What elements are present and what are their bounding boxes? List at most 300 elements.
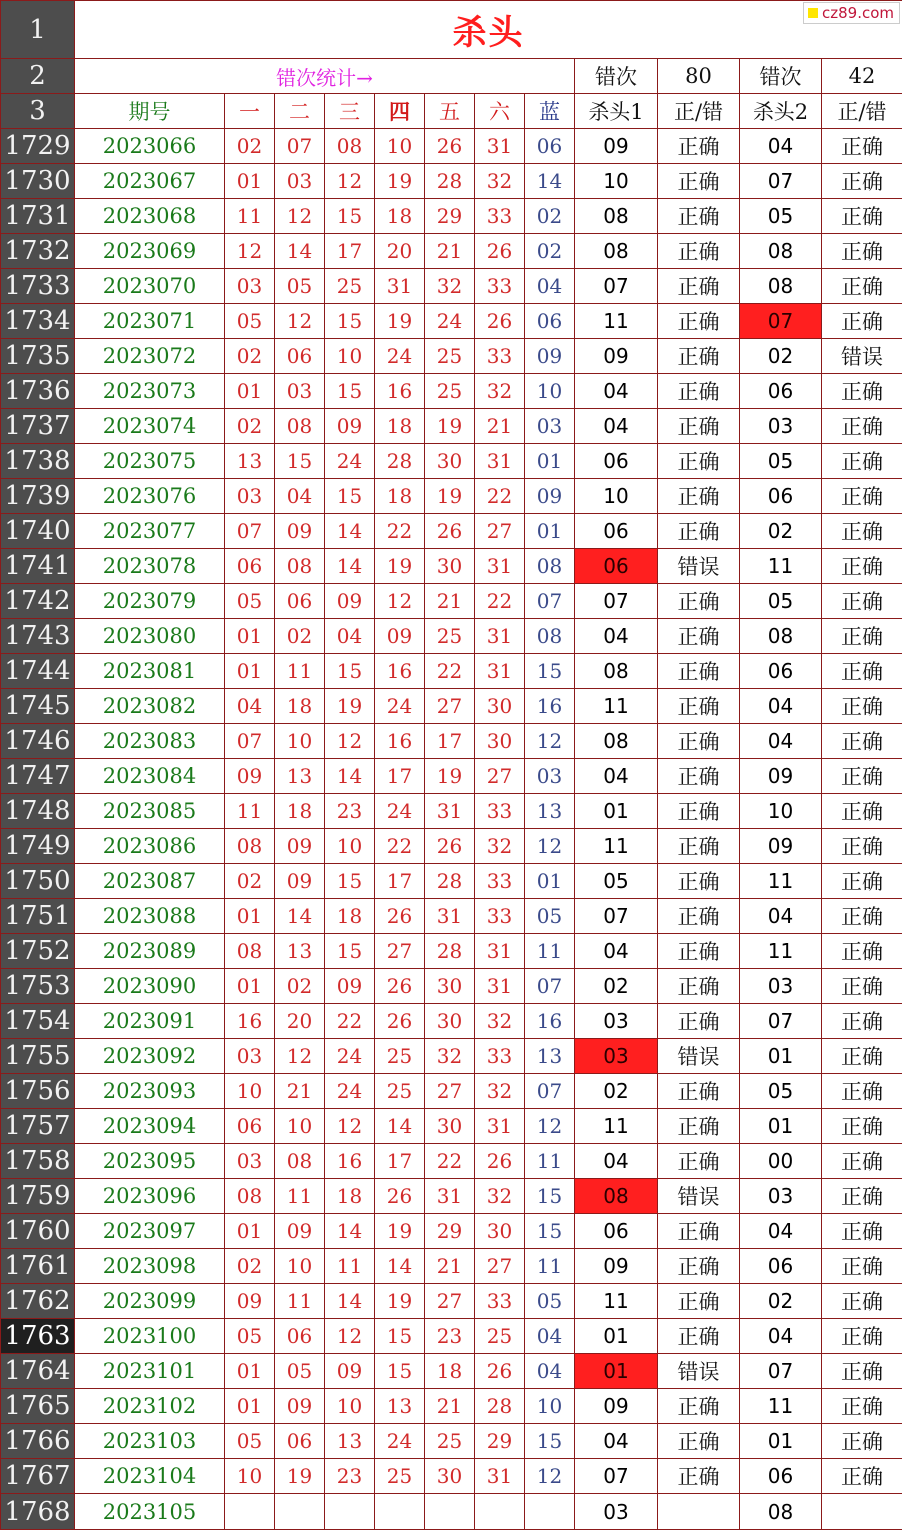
- red-number-cell[interactable]: 27: [425, 1074, 475, 1109]
- kill1-cell[interactable]: 09: [575, 1249, 658, 1284]
- red-number-cell[interactable]: 19: [375, 1284, 425, 1319]
- kill1-cell[interactable]: 09: [575, 1389, 658, 1424]
- kill2-cell[interactable]: 03: [740, 409, 822, 444]
- row-header[interactable]: 1731: [1, 199, 75, 234]
- red-number-cell[interactable]: 33: [475, 864, 525, 899]
- kill2-cell[interactable]: 06: [740, 479, 822, 514]
- row-header[interactable]: 1737: [1, 409, 75, 444]
- kill1-cell[interactable]: 09: [575, 339, 658, 374]
- kill1-cell[interactable]: 02: [575, 969, 658, 1004]
- period-cell[interactable]: 2023068: [75, 199, 225, 234]
- blue-number-cell[interactable]: 05: [525, 1284, 575, 1319]
- row-header[interactable]: 1: [1, 1, 75, 59]
- result2-cell[interactable]: 正确: [822, 1319, 902, 1354]
- kill1-cell[interactable]: 11: [575, 304, 658, 339]
- red-number-cell[interactable]: 30: [425, 1109, 475, 1144]
- result2-cell[interactable]: 正确: [822, 619, 902, 654]
- red-number-cell[interactable]: [475, 1494, 525, 1530]
- kill2-cell[interactable]: 02: [740, 1284, 822, 1319]
- red-number-cell[interactable]: 25: [375, 1039, 425, 1074]
- kill1-cell[interactable]: 04: [575, 619, 658, 654]
- red-number-cell[interactable]: 31: [425, 794, 475, 829]
- red-number-cell[interactable]: 01: [225, 969, 275, 1004]
- red-number-cell[interactable]: 03: [225, 1039, 275, 1074]
- result1-cell[interactable]: 正确: [658, 1459, 740, 1494]
- period-cell[interactable]: 2023091: [75, 1004, 225, 1039]
- result2-cell[interactable]: 正确: [822, 654, 902, 689]
- result1-cell[interactable]: 正确: [658, 934, 740, 969]
- red-number-cell[interactable]: 27: [475, 514, 525, 549]
- kill2-cell[interactable]: 06: [740, 1459, 822, 1494]
- result1-cell[interactable]: 正确: [658, 304, 740, 339]
- red-number-cell[interactable]: 10: [325, 829, 375, 864]
- red-number-cell[interactable]: 08: [275, 409, 325, 444]
- row-header[interactable]: 1738: [1, 444, 75, 479]
- red-number-cell[interactable]: 31: [475, 654, 525, 689]
- blue-number-cell[interactable]: 15: [525, 1214, 575, 1249]
- period-cell[interactable]: 2023096: [75, 1179, 225, 1214]
- red-number-cell[interactable]: 33: [475, 794, 525, 829]
- red-number-cell[interactable]: 08: [275, 549, 325, 584]
- kill1-error-count[interactable]: 80: [658, 59, 740, 94]
- red-number-cell[interactable]: 33: [475, 339, 525, 374]
- kill1-cell[interactable]: 04: [575, 759, 658, 794]
- red-number-cell[interactable]: 15: [275, 444, 325, 479]
- red-number-cell[interactable]: 26: [425, 514, 475, 549]
- kill2-cell[interactable]: 04: [740, 724, 822, 759]
- red-number-cell[interactable]: 15: [325, 934, 375, 969]
- kill1-cell[interactable]: 07: [575, 584, 658, 619]
- result1-cell[interactable]: 正确: [658, 1389, 740, 1424]
- period-cell[interactable]: 2023102: [75, 1389, 225, 1424]
- red-number-cell[interactable]: 05: [225, 304, 275, 339]
- red-number-cell[interactable]: 32: [475, 829, 525, 864]
- period-cell[interactable]: 2023100: [75, 1319, 225, 1354]
- col-header-kill1[interactable]: 杀头1: [575, 94, 658, 129]
- kill1-cell[interactable]: 07: [575, 899, 658, 934]
- red-number-cell[interactable]: 31: [475, 549, 525, 584]
- red-number-cell[interactable]: 33: [475, 1039, 525, 1074]
- red-number-cell[interactable]: 01: [225, 1354, 275, 1389]
- red-number-cell[interactable]: 31: [425, 1179, 475, 1214]
- sheet-title[interactable]: 杀头: [75, 1, 902, 59]
- red-number-cell[interactable]: 17: [375, 864, 425, 899]
- red-number-cell[interactable]: 21: [425, 1389, 475, 1424]
- red-number-cell[interactable]: 30: [425, 1459, 475, 1494]
- red-number-cell[interactable]: 30: [425, 969, 475, 1004]
- red-number-cell[interactable]: 27: [425, 1284, 475, 1319]
- kill2-cell[interactable]: 04: [740, 1214, 822, 1249]
- red-number-cell[interactable]: 22: [325, 1004, 375, 1039]
- result2-cell[interactable]: 正确: [822, 1354, 902, 1389]
- red-number-cell[interactable]: 10: [225, 1459, 275, 1494]
- red-number-cell[interactable]: [375, 1494, 425, 1530]
- red-number-cell[interactable]: 09: [225, 759, 275, 794]
- red-number-cell[interactable]: 13: [275, 759, 325, 794]
- red-number-cell[interactable]: 26: [375, 969, 425, 1004]
- red-number-cell[interactable]: 33: [475, 899, 525, 934]
- red-number-cell[interactable]: 23: [425, 1319, 475, 1354]
- red-number-cell[interactable]: [275, 1494, 325, 1530]
- red-number-cell[interactable]: 29: [475, 1424, 525, 1459]
- red-number-cell[interactable]: 31: [475, 619, 525, 654]
- kill2-cell[interactable]: 02: [740, 339, 822, 374]
- red-number-cell[interactable]: 22: [375, 514, 425, 549]
- kill1-cell[interactable]: 11: [575, 689, 658, 724]
- kill2-cell[interactable]: 05: [740, 1074, 822, 1109]
- row-header[interactable]: 1765: [1, 1389, 75, 1424]
- red-number-cell[interactable]: 16: [375, 654, 425, 689]
- red-number-cell[interactable]: 28: [375, 444, 425, 479]
- red-number-cell[interactable]: 12: [325, 1319, 375, 1354]
- kill2-cell[interactable]: 11: [740, 1389, 822, 1424]
- period-cell[interactable]: 2023066: [75, 129, 225, 164]
- result2-cell[interactable]: 正确: [822, 1459, 902, 1494]
- result1-cell[interactable]: 正确: [658, 654, 740, 689]
- result2-cell[interactable]: 正确: [822, 759, 902, 794]
- kill1-cell[interactable]: 02: [575, 1074, 658, 1109]
- red-number-cell[interactable]: 12: [325, 164, 375, 199]
- period-cell[interactable]: 2023103: [75, 1424, 225, 1459]
- red-number-cell[interactable]: 03: [275, 374, 325, 409]
- period-cell[interactable]: 2023083: [75, 724, 225, 759]
- result1-cell[interactable]: 错误: [658, 1039, 740, 1074]
- result2-cell[interactable]: 正确: [822, 1389, 902, 1424]
- red-number-cell[interactable]: 24: [425, 304, 475, 339]
- red-number-cell[interactable]: 22: [475, 584, 525, 619]
- blue-number-cell[interactable]: 06: [525, 304, 575, 339]
- red-number-cell[interactable]: 20: [375, 234, 425, 269]
- kill2-cell[interactable]: 05: [740, 584, 822, 619]
- row-header[interactable]: 1752: [1, 934, 75, 969]
- result2-cell[interactable]: 正确: [822, 864, 902, 899]
- result1-cell[interactable]: 正确: [658, 864, 740, 899]
- blue-number-cell[interactable]: 16: [525, 1004, 575, 1039]
- result1-cell[interactable]: 正确: [658, 409, 740, 444]
- error-count-label[interactable]: 错次统计→: [75, 59, 575, 94]
- red-number-cell[interactable]: 15: [375, 1319, 425, 1354]
- kill1-cell[interactable]: 08: [575, 1179, 658, 1214]
- red-number-cell[interactable]: 02: [225, 864, 275, 899]
- result2-cell[interactable]: 正确: [822, 1179, 902, 1214]
- kill2-cell[interactable]: 07: [740, 304, 822, 339]
- blue-number-cell[interactable]: 15: [525, 1179, 575, 1214]
- blue-number-cell[interactable]: 02: [525, 199, 575, 234]
- period-cell[interactable]: 2023093: [75, 1074, 225, 1109]
- red-number-cell[interactable]: 22: [475, 479, 525, 514]
- kill2-cell[interactable]: 08: [740, 1494, 822, 1530]
- row-header[interactable]: 1764: [1, 1354, 75, 1389]
- col-header-result2[interactable]: 正/错: [822, 94, 902, 129]
- period-cell[interactable]: 2023095: [75, 1144, 225, 1179]
- red-number-cell[interactable]: 15: [325, 304, 375, 339]
- red-number-cell[interactable]: 18: [325, 899, 375, 934]
- blue-number-cell[interactable]: 04: [525, 1354, 575, 1389]
- red-number-cell[interactable]: 19: [375, 304, 425, 339]
- red-number-cell[interactable]: 10: [325, 1389, 375, 1424]
- kill1-cell[interactable]: 07: [575, 1459, 658, 1494]
- kill1-cell[interactable]: 04: [575, 1424, 658, 1459]
- red-number-cell[interactable]: 26: [425, 829, 475, 864]
- row-header[interactable]: 1766: [1, 1424, 75, 1459]
- kill2-cell[interactable]: 02: [740, 514, 822, 549]
- result1-cell[interactable]: 正确: [658, 234, 740, 269]
- blue-number-cell[interactable]: 07: [525, 584, 575, 619]
- period-cell[interactable]: 2023086: [75, 829, 225, 864]
- red-number-cell[interactable]: 28: [425, 934, 475, 969]
- red-number-cell[interactable]: 03: [225, 269, 275, 304]
- result2-cell[interactable]: 正确: [822, 374, 902, 409]
- red-number-cell[interactable]: 18: [275, 794, 325, 829]
- col-header-blue[interactable]: 蓝: [525, 94, 575, 129]
- red-number-cell[interactable]: 09: [275, 829, 325, 864]
- red-number-cell[interactable]: 13: [275, 934, 325, 969]
- red-number-cell[interactable]: 14: [275, 899, 325, 934]
- period-cell[interactable]: 2023090: [75, 969, 225, 1004]
- red-number-cell[interactable]: 18: [375, 199, 425, 234]
- result2-cell[interactable]: 正确: [822, 444, 902, 479]
- red-number-cell[interactable]: 27: [375, 934, 425, 969]
- red-number-cell[interactable]: 21: [275, 1074, 325, 1109]
- red-number-cell[interactable]: 01: [225, 619, 275, 654]
- red-number-cell[interactable]: [425, 1494, 475, 1530]
- result2-cell[interactable]: 正确: [822, 584, 902, 619]
- red-number-cell[interactable]: 32: [475, 1179, 525, 1214]
- red-number-cell[interactable]: 21: [425, 1249, 475, 1284]
- kill2-cell[interactable]: 01: [740, 1424, 822, 1459]
- red-number-cell[interactable]: 22: [375, 829, 425, 864]
- red-number-cell[interactable]: 12: [375, 584, 425, 619]
- red-number-cell[interactable]: 27: [425, 689, 475, 724]
- red-number-cell[interactable]: 11: [225, 794, 275, 829]
- red-number-cell[interactable]: 23: [325, 794, 375, 829]
- result2-cell[interactable]: 正确: [822, 1004, 902, 1039]
- red-number-cell[interactable]: 24: [375, 339, 425, 374]
- blue-number-cell[interactable]: 04: [525, 1319, 575, 1354]
- period-cell[interactable]: 2023089: [75, 934, 225, 969]
- red-number-cell[interactable]: 26: [475, 1144, 525, 1179]
- row-header[interactable]: 1746: [1, 724, 75, 759]
- red-number-cell[interactable]: 18: [375, 479, 425, 514]
- red-number-cell[interactable]: 26: [375, 1179, 425, 1214]
- red-number-cell[interactable]: 17: [375, 1144, 425, 1179]
- result1-cell[interactable]: 正确: [658, 724, 740, 759]
- kill2-cell[interactable]: 05: [740, 199, 822, 234]
- red-number-cell[interactable]: 18: [425, 1354, 475, 1389]
- kill2-cell[interactable]: 01: [740, 1109, 822, 1144]
- red-number-cell[interactable]: 04: [275, 479, 325, 514]
- kill1-cell[interactable]: 06: [575, 444, 658, 479]
- result2-cell[interactable]: 正确: [822, 1284, 902, 1319]
- red-number-cell[interactable]: 30: [425, 549, 475, 584]
- red-number-cell[interactable]: 32: [475, 164, 525, 199]
- kill1-cell[interactable]: 08: [575, 654, 658, 689]
- result2-cell[interactable]: 正确: [822, 409, 902, 444]
- period-cell[interactable]: 2023074: [75, 409, 225, 444]
- result1-cell[interactable]: 正确: [658, 374, 740, 409]
- red-number-cell[interactable]: 14: [275, 234, 325, 269]
- period-cell[interactable]: 2023087: [75, 864, 225, 899]
- period-cell[interactable]: 2023082: [75, 689, 225, 724]
- red-number-cell[interactable]: 07: [225, 724, 275, 759]
- period-cell[interactable]: 2023067: [75, 164, 225, 199]
- kill1-error-label[interactable]: 错次: [575, 59, 658, 94]
- red-number-cell[interactable]: 24: [325, 1039, 375, 1074]
- kill1-cell[interactable]: 04: [575, 1144, 658, 1179]
- row-header[interactable]: 1767: [1, 1459, 75, 1494]
- result1-cell[interactable]: 正确: [658, 269, 740, 304]
- row-header[interactable]: 1754: [1, 1004, 75, 1039]
- red-number-cell[interactable]: 02: [225, 339, 275, 374]
- result2-cell[interactable]: 正确: [822, 1109, 902, 1144]
- result1-cell[interactable]: 正确: [658, 619, 740, 654]
- row-header[interactable]: 1763: [1, 1319, 75, 1354]
- period-cell[interactable]: 2023072: [75, 339, 225, 374]
- red-number-cell[interactable]: 25: [425, 339, 475, 374]
- red-number-cell[interactable]: 02: [225, 1249, 275, 1284]
- result1-cell[interactable]: 正确: [658, 514, 740, 549]
- result2-cell[interactable]: 正确: [822, 1214, 902, 1249]
- red-number-cell[interactable]: 02: [225, 409, 275, 444]
- row-header[interactable]: 1761: [1, 1249, 75, 1284]
- red-number-cell[interactable]: 21: [425, 584, 475, 619]
- red-number-cell[interactable]: 29: [425, 199, 475, 234]
- blue-number-cell[interactable]: 08: [525, 619, 575, 654]
- period-cell[interactable]: 2023075: [75, 444, 225, 479]
- red-number-cell[interactable]: 11: [275, 1179, 325, 1214]
- result1-cell[interactable]: 正确: [658, 1284, 740, 1319]
- period-cell[interactable]: 2023105: [75, 1494, 225, 1530]
- row-header[interactable]: 1744: [1, 654, 75, 689]
- row-header[interactable]: 1757: [1, 1109, 75, 1144]
- red-number-cell[interactable]: 09: [275, 1214, 325, 1249]
- red-number-cell[interactable]: 27: [475, 1249, 525, 1284]
- kill2-cell[interactable]: 07: [740, 1004, 822, 1039]
- kill2-cell[interactable]: 11: [740, 549, 822, 584]
- result2-cell[interactable]: [822, 1494, 902, 1530]
- red-number-cell[interactable]: 08: [225, 829, 275, 864]
- result2-cell[interactable]: 正确: [822, 934, 902, 969]
- kill1-cell[interactable]: 05: [575, 864, 658, 899]
- result1-cell[interactable]: 正确: [658, 829, 740, 864]
- red-number-cell[interactable]: 13: [225, 444, 275, 479]
- kill2-cell[interactable]: 08: [740, 269, 822, 304]
- result1-cell[interactable]: 正确: [658, 1424, 740, 1459]
- red-number-cell[interactable]: 15: [325, 374, 375, 409]
- period-cell[interactable]: 2023097: [75, 1214, 225, 1249]
- red-number-cell[interactable]: 28: [475, 1389, 525, 1424]
- kill1-cell[interactable]: 04: [575, 934, 658, 969]
- kill2-cell[interactable]: 03: [740, 1179, 822, 1214]
- kill1-cell[interactable]: 11: [575, 829, 658, 864]
- result1-cell[interactable]: 正确: [658, 759, 740, 794]
- red-number-cell[interactable]: 30: [475, 1214, 525, 1249]
- period-cell[interactable]: 2023084: [75, 759, 225, 794]
- col-header-n5[interactable]: 五: [425, 94, 475, 129]
- red-number-cell[interactable]: 31: [475, 934, 525, 969]
- blue-number-cell[interactable]: 15: [525, 654, 575, 689]
- red-number-cell[interactable]: 02: [275, 969, 325, 1004]
- red-number-cell[interactable]: 09: [325, 584, 375, 619]
- result1-cell[interactable]: 正确: [658, 339, 740, 374]
- red-number-cell[interactable]: 19: [375, 549, 425, 584]
- red-number-cell[interactable]: 10: [225, 1074, 275, 1109]
- red-number-cell[interactable]: 24: [325, 444, 375, 479]
- red-number-cell[interactable]: 26: [475, 234, 525, 269]
- red-number-cell[interactable]: 10: [275, 1249, 325, 1284]
- red-number-cell[interactable]: 14: [325, 1284, 375, 1319]
- red-number-cell[interactable]: 32: [475, 1074, 525, 1109]
- kill1-cell[interactable]: 03: [575, 1494, 658, 1530]
- row-header[interactable]: 1756: [1, 1074, 75, 1109]
- red-number-cell[interactable]: 20: [275, 1004, 325, 1039]
- kill1-cell[interactable]: 03: [575, 1004, 658, 1039]
- result2-cell[interactable]: 正确: [822, 689, 902, 724]
- col-header-n3[interactable]: 三: [325, 94, 375, 129]
- result2-cell[interactable]: 正确: [822, 269, 902, 304]
- red-number-cell[interactable]: 16: [375, 724, 425, 759]
- result1-cell[interactable]: 正确: [658, 794, 740, 829]
- red-number-cell[interactable]: 05: [225, 1424, 275, 1459]
- result1-cell[interactable]: 正确: [658, 129, 740, 164]
- result2-cell[interactable]: 正确: [822, 1074, 902, 1109]
- result2-cell[interactable]: 正确: [822, 514, 902, 549]
- red-number-cell[interactable]: [325, 1494, 375, 1530]
- result2-cell[interactable]: 正确: [822, 1039, 902, 1074]
- red-number-cell[interactable]: 18: [275, 689, 325, 724]
- red-number-cell[interactable]: 19: [425, 759, 475, 794]
- red-number-cell[interactable]: 10: [325, 339, 375, 374]
- red-number-cell[interactable]: 16: [325, 1144, 375, 1179]
- red-number-cell[interactable]: 07: [225, 514, 275, 549]
- red-number-cell[interactable]: 30: [425, 444, 475, 479]
- red-number-cell[interactable]: 05: [275, 1354, 325, 1389]
- red-number-cell[interactable]: 05: [225, 1319, 275, 1354]
- col-header-n4[interactable]: 四: [375, 94, 425, 129]
- row-header[interactable]: 1735: [1, 339, 75, 374]
- red-number-cell[interactable]: 02: [225, 129, 275, 164]
- red-number-cell[interactable]: 21: [425, 234, 475, 269]
- kill1-cell[interactable]: 03: [575, 1039, 658, 1074]
- red-number-cell[interactable]: 03: [225, 479, 275, 514]
- kill2-cell[interactable]: 06: [740, 654, 822, 689]
- row-header[interactable]: 1736: [1, 374, 75, 409]
- red-number-cell[interactable]: 08: [225, 1179, 275, 1214]
- result1-cell[interactable]: 正确: [658, 1074, 740, 1109]
- red-number-cell[interactable]: 31: [475, 1109, 525, 1144]
- kill2-cell[interactable]: 11: [740, 934, 822, 969]
- red-number-cell[interactable]: 16: [225, 1004, 275, 1039]
- red-number-cell[interactable]: 06: [275, 584, 325, 619]
- blue-number-cell[interactable]: 07: [525, 1074, 575, 1109]
- period-cell[interactable]: 2023081: [75, 654, 225, 689]
- red-number-cell[interactable]: 17: [325, 234, 375, 269]
- red-number-cell[interactable]: 11: [225, 199, 275, 234]
- red-number-cell[interactable]: 18: [325, 1179, 375, 1214]
- period-cell[interactable]: 2023071: [75, 304, 225, 339]
- kill2-cell[interactable]: 09: [740, 759, 822, 794]
- red-number-cell[interactable]: 31: [425, 899, 475, 934]
- kill2-cell[interactable]: 04: [740, 689, 822, 724]
- blue-number-cell[interactable]: 05: [525, 899, 575, 934]
- period-cell[interactable]: 2023098: [75, 1249, 225, 1284]
- red-number-cell[interactable]: 14: [325, 514, 375, 549]
- red-number-cell[interactable]: 19: [425, 479, 475, 514]
- kill1-cell[interactable]: 10: [575, 479, 658, 514]
- blue-number-cell[interactable]: 11: [525, 1144, 575, 1179]
- result1-cell[interactable]: 正确: [658, 1109, 740, 1144]
- period-cell[interactable]: 2023076: [75, 479, 225, 514]
